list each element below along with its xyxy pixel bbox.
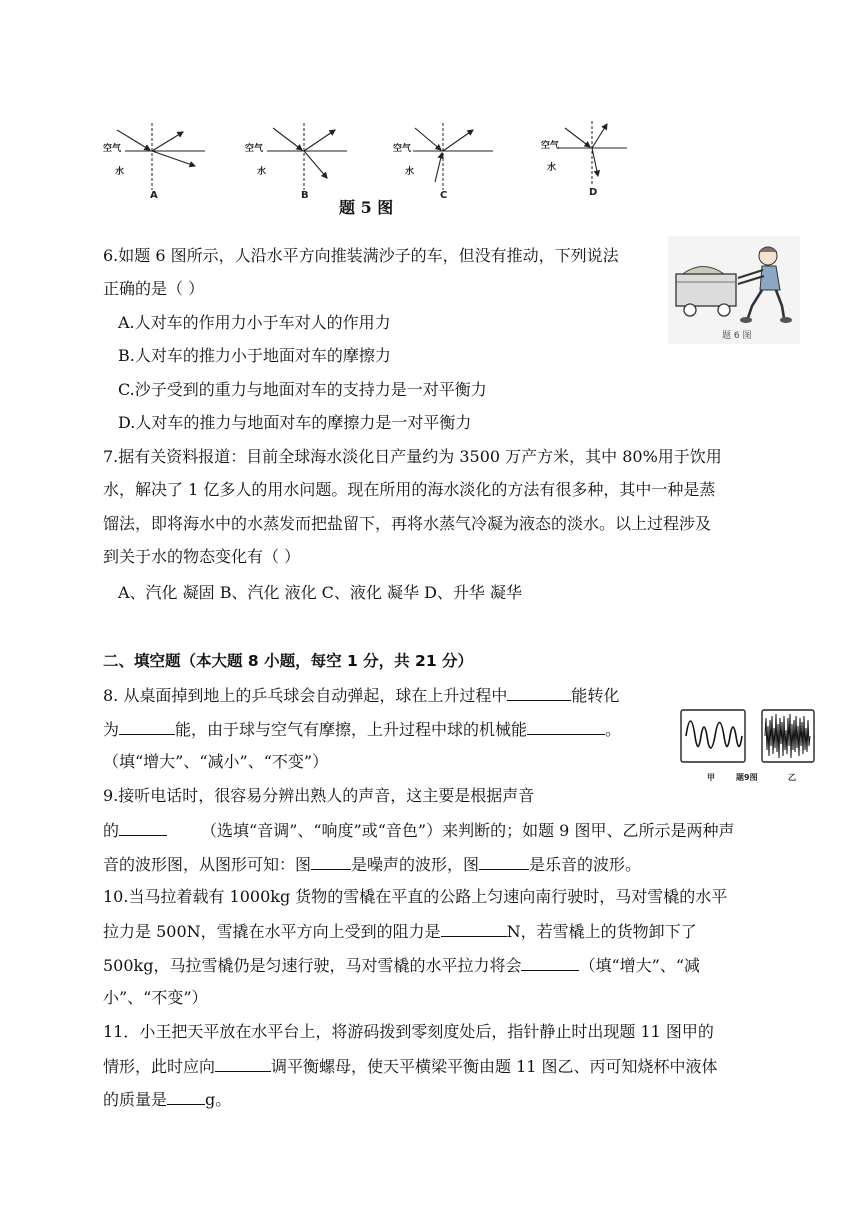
q6-option-c: C.沙子受到的重力与地面对车的支持力是一对平衡力 xyxy=(118,380,487,399)
water-label-a: 水 xyxy=(115,167,125,177)
fig9-caption: 题9图 xyxy=(736,773,758,782)
q7-line3: 馏法，即将海水中的水蒸发而把盐留下，再将水蒸气冷凝为液态的淡水。以上过程涉及 xyxy=(103,514,712,533)
q9-text-2: （选填“音调”、“响度”或“音色”）来判断的；如题 9 图甲、乙所示是两种声 xyxy=(201,821,735,840)
q10-line4: 小”、“不变”） xyxy=(103,988,208,1007)
q11-text-3: 的质量是 xyxy=(103,1090,168,1109)
q8-line1 xyxy=(103,685,619,706)
q6-option-b: B.人对车的推力小于地面对车的摩擦力 xyxy=(118,346,391,365)
q10-blank-2 xyxy=(521,955,579,971)
q9-line3 xyxy=(103,854,641,875)
water-label-b: 水 xyxy=(257,167,267,177)
q9-blank-1 xyxy=(119,820,167,836)
q7-options: A、汽化 凝固 B、汽化 液化 C、液化 凝华 D、升华 凝华 xyxy=(118,583,522,602)
q6-text-line1: 6.如题 6 图所示，人沿水平方向推装满沙子的车，但没有推动，下列说法 xyxy=(103,246,619,265)
q8-blank-2 xyxy=(119,719,175,735)
q10-text-2: N，若雪橇上的货物卸下了 xyxy=(506,922,697,941)
q8-text-3: 为 xyxy=(103,720,120,739)
figure-6 xyxy=(668,236,800,344)
diagram-a xyxy=(103,123,205,201)
q10-text-4: （填“增大”、“减 xyxy=(579,956,701,975)
waveform-diagrams xyxy=(678,706,818,786)
figure-9 xyxy=(678,706,818,786)
q9-text-1: 的 xyxy=(103,821,120,840)
q11-line3 xyxy=(103,1089,231,1110)
q9-blank-2 xyxy=(311,854,351,870)
q10-line3 xyxy=(103,955,700,976)
diagram-d xyxy=(541,121,627,198)
q11-blank-2 xyxy=(167,1089,205,1105)
air-label-b: 空气 xyxy=(245,144,264,154)
q11-text-1: 情形，此时应向 xyxy=(103,1057,216,1076)
fig9-label-jia: 甲 xyxy=(707,773,715,782)
q11-blank-1 xyxy=(215,1056,271,1072)
q8-line2 xyxy=(103,719,621,740)
q10-text-3: 500kg，马拉雪橇仍是匀速行驶，马对雪橇的水平拉力将会 xyxy=(103,956,522,975)
q9-text-4: 是噪声的波形，图 xyxy=(351,855,480,874)
q11-line2 xyxy=(103,1056,718,1077)
q9-text-3: 音的波形图，从图形可知：图 xyxy=(103,855,312,874)
q6-text-line2: 正确的是（ ） xyxy=(103,279,205,298)
q9-blank-3 xyxy=(479,854,529,870)
q10-blank-1 xyxy=(441,921,507,937)
q9-line1: 9.接听电话时，很容易分辨出熟人的声音，这主要是根据声音 xyxy=(103,786,535,805)
q8-text-5: 。 xyxy=(605,720,622,739)
q11-line1: 11．小王把天平放在水平台上，将游码拨到零刻度处后，指针静止时出现题 11 图甲的 xyxy=(103,1022,714,1041)
q8-blank-1 xyxy=(507,685,571,701)
q7-line2: 水，解决了 1 亿多人的用水问题。现在所用的海水淡化的方法有很多种，其中一种是蒸 xyxy=(103,480,716,499)
option-d-label: D xyxy=(589,187,598,198)
q8-text-1: 8. 从桌面掉到地上的乒乓球会自动弹起，球在上升过程中 xyxy=(103,686,508,705)
figure-5-caption: 题 5 图 xyxy=(339,198,394,217)
pushing-cart-illustration xyxy=(668,236,800,344)
option-b-label: B xyxy=(301,190,309,201)
q7-line1: 7.据有关资料报道：目前全球海水淡化日产量约为 3500 万产方米，其中 80%用于饮用 xyxy=(103,447,722,466)
q8-line3: （填“增大”、“减小”、“不变”） xyxy=(103,752,329,771)
q10-line1: 10.当马拉着载有 1000kg 货物的雪橇在平直的公路上匀速向南行驶时，马对雪橇的水平 xyxy=(103,887,728,906)
fig9-label-yi: 乙 xyxy=(788,773,796,782)
air-label-a: 空气 xyxy=(103,144,122,154)
water-label-d: 水 xyxy=(547,163,557,173)
q9-text-5: 是乐音的波形。 xyxy=(529,855,642,874)
q8-text-2: 能转化 xyxy=(571,686,620,705)
figure-6-caption: 题 6 图 xyxy=(722,331,752,341)
q9-line2 xyxy=(103,820,734,841)
section-2-heading: 二、填空题（本大题 8 小题，每空 1 分，共 21 分） xyxy=(103,652,474,670)
option-a-label: A xyxy=(150,190,158,201)
q8-text-4: 能，由于球与空气有摩擦，上升过程中球的机械能 xyxy=(175,720,528,739)
q6-option-d: D.人对车的推力与地面对车的摩擦力是一对平衡力 xyxy=(118,413,472,432)
q6-option-a: A.人对车的作用力小于车对人的作用力 xyxy=(118,313,391,332)
q8-blank-3 xyxy=(527,719,605,735)
q10-text-1: 拉力是 500N，雪撬在水平方向上受到的阻力是 xyxy=(103,922,441,941)
q7-line4: 到关于水的物态变化有（ ） xyxy=(103,547,301,566)
air-label-c: 空气 xyxy=(393,144,412,154)
option-c-label: C xyxy=(440,190,448,201)
q11-text-4: g。 xyxy=(205,1090,232,1109)
water-label-c: 水 xyxy=(405,167,415,177)
air-label-d: 空气 xyxy=(541,141,560,151)
diagram-b xyxy=(245,123,347,201)
q11-text-2: 调平衡螺母，使天平横梁平衡由题 11 图乙、丙可知烧杯中液体 xyxy=(271,1057,718,1076)
diagram-c xyxy=(393,123,493,201)
q10-line2 xyxy=(103,921,697,942)
